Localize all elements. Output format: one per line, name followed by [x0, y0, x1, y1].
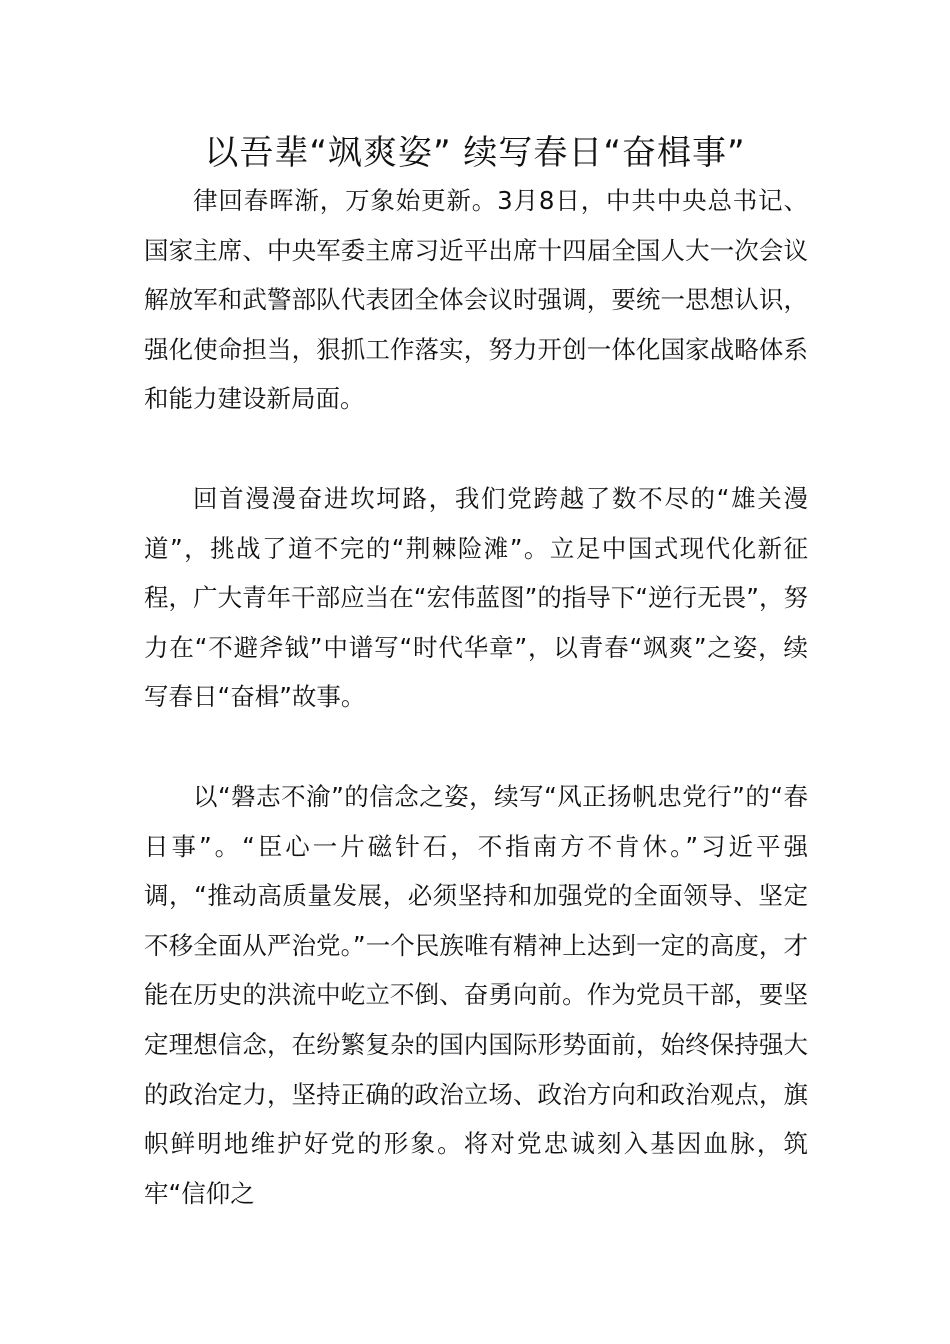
paragraph-1: 律回春晖渐，万象始更新。3月8日，中共中央总书记、国家主席、中央军委主席习近平出席十四届全国人大一次会议解放军和武警部队代表团全体会议时强调，要统一思想认识，强化使命担当，狠抓工作落实，努力开创一体化国家战略体系和能力建设新局面。 [144, 186, 808, 414]
paragraph-2: 回首漫漫奋进坎坷路，我们党跨越了数不尽的“雄关漫道”，挑战了道不完的“荆棘险滩”。立足中国式现代化新征程，广大青年干部应当在“宏伟蓝图”的指导下“逆行无畏”，努力在“不避斧钺”中谱写“时代华章”，以青春“飒爽”之姿，续写春日“奋楫”故事。 [144, 483, 808, 712]
paragraph-spacer [144, 722, 808, 772]
document-body [144, 176, 808, 1218]
paragraph-spacer [144, 424, 808, 474]
document-title: 以吾辈“飒爽姿” 续写春日“奋楫事” [204, 133, 746, 173]
paragraph-3: 以“磐志不渝”的信念之姿，续写“风正扬帆忠党行”的“春日事”。“臣心一片磁针石，不指南方不肯休。”习近平强调，“推动高质量发展，必须坚持和加强党的全面领导、坚定不移全面从严治党。”一个民族唯有精神上达到一定的高度，才能在历史的洪流中屹立不倒、奋勇向前。作为党员干部，要坚定理想信念，在纷繁复杂的国内国际形势面前，始终保持强大的政治定力，坚持正确的政治立场、政治方向和政治观点，旗帜鲜明地维护好党的形象。将对党忠诚刻入基因血脉，筑牢“信仰之 [144, 781, 808, 1208]
